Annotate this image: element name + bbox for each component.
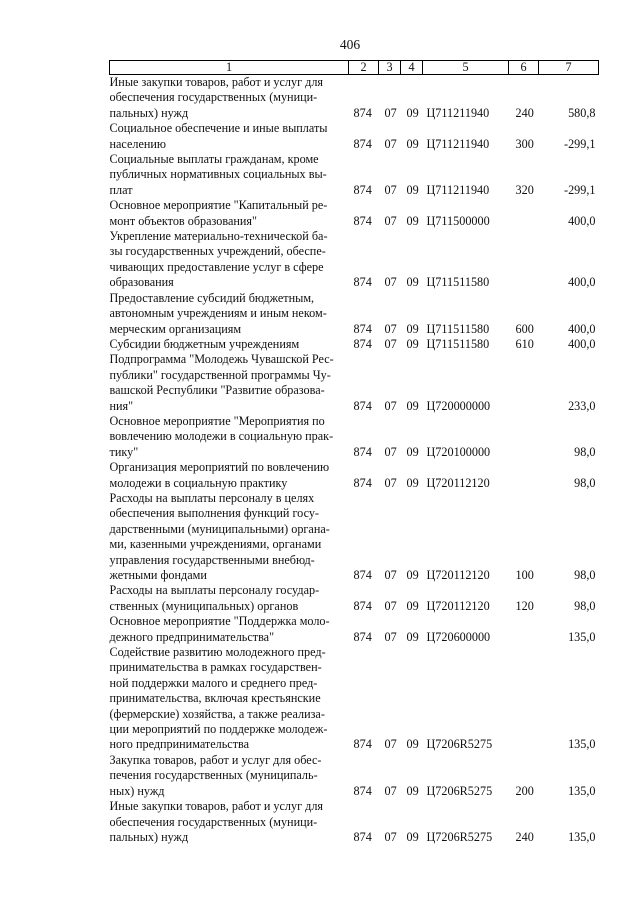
table-header-row <box>110 61 599 75</box>
row-name-line: Иные закупки товаров, работ и услуг для <box>109 799 324 814</box>
table-row <box>110 291 599 337</box>
ministry-code-cell: 874 <box>353 336 372 351</box>
target-article-cell: Ц7206R5275 <box>426 829 493 844</box>
ministry-code-cell: 874 <box>353 629 372 644</box>
expense-type-cell <box>509 229 539 291</box>
table-row <box>110 614 599 645</box>
ministry-code-cell: 874 <box>353 783 372 798</box>
table-row <box>110 753 599 799</box>
amount-cell: 135,0 <box>568 737 596 752</box>
row-name-line: Основное мероприятие "Капитальный ре- <box>109 198 328 213</box>
target-article-cell: Ц7206R5275 <box>426 737 493 752</box>
expense-type-cell <box>509 414 539 460</box>
row-name-line: Иные закупки товаров, работ и услуг для <box>109 75 324 89</box>
subsection-code-cell: 09 <box>406 598 419 613</box>
target-article-cell: Ц720000000 <box>426 398 491 413</box>
expense-type-cell: 320 <box>515 182 534 197</box>
target-article-cell: Ц711511580 <box>426 336 490 351</box>
row-name-line: чивающих предоставление услуг в сфере <box>109 259 324 274</box>
row-name-line: обеспечения государственных (муници- <box>109 90 318 105</box>
table-row <box>110 645 599 753</box>
subsection-code-cell: 09 <box>406 629 419 644</box>
subsection-code-cell: 09 <box>406 475 419 490</box>
amount-cell: -299,1 <box>564 136 596 151</box>
row-name-cell <box>110 414 349 460</box>
row-name-line: публики" государственной программы Чу- <box>109 367 331 382</box>
ministry-code-cell: 874 <box>353 275 372 290</box>
row-name-line: ния" <box>109 398 134 413</box>
section-code-cell: 07 <box>384 275 397 290</box>
section-code-cell: 07 <box>384 629 397 644</box>
amount-cell: 98,0 <box>574 475 596 490</box>
amount-cell: 98,0 <box>574 568 596 582</box>
target-article-cell: Ц7206R5275 <box>426 783 493 798</box>
subsection-code-cell: 09 <box>406 829 419 844</box>
amount-cell: 233,0 <box>568 398 596 413</box>
section-code-cell: 07 <box>384 182 397 197</box>
row-name-line: Социальные выплаты гражданам, кроме <box>109 152 319 167</box>
table-row <box>110 337 599 352</box>
row-name-cell <box>110 75 349 122</box>
row-name-line: публичных нормативных социальных вы- <box>109 167 327 182</box>
row-name-line: дарственными (муниципальными) органа- <box>109 521 330 536</box>
section-code-cell: 07 <box>384 444 397 459</box>
amount-cell: 400,0 <box>568 275 596 290</box>
subsection-code-cell: 09 <box>406 136 419 151</box>
amount-cell: 400,0 <box>568 213 596 228</box>
row-name-line: печения государственных (муниципаль- <box>109 768 318 783</box>
row-name-line: Субсидии бюджетным учреждениям <box>109 336 300 351</box>
target-article-cell: Ц711211940 <box>426 182 490 197</box>
section-code-cell: 07 <box>384 475 397 490</box>
ministry-code-cell: 874 <box>353 321 372 336</box>
column-header-6: 6 <box>509 61 539 75</box>
section-code-cell: 07 <box>384 568 397 582</box>
ministry-code-cell: 874 <box>353 105 372 120</box>
amount-cell: 98,0 <box>574 444 596 459</box>
amount-cell: 135,0 <box>568 783 596 798</box>
ministry-code-cell: 874 <box>353 213 372 228</box>
target-article-cell: Ц711511580 <box>426 321 490 336</box>
target-article-cell: Ц720112120 <box>426 475 490 490</box>
row-name-line: Расходы на выплаты персоналу в целях <box>109 490 315 505</box>
table-row <box>110 152 599 198</box>
row-name-line: ных) нужд <box>109 783 165 798</box>
row-name-cell <box>110 121 349 152</box>
ministry-code-cell: 874 <box>353 737 372 752</box>
row-name-cell <box>110 198 349 229</box>
row-name-line: ной поддержки малого и среднего пред- <box>109 675 318 690</box>
row-name-line: мерческим организациям <box>109 321 242 336</box>
row-name-line: зы государственных учреждений, обеспе- <box>109 244 326 259</box>
row-name-line: ного предпринимательства <box>109 737 250 752</box>
table-row <box>110 414 599 460</box>
row-name-line: вашской Республики "Развитие образова- <box>109 383 325 398</box>
ministry-code-cell: 874 <box>353 444 372 459</box>
row-name-line: тику" <box>109 444 139 459</box>
row-name-cell <box>110 229 349 291</box>
column-header-7: 7 <box>539 61 599 75</box>
ministry-code-cell: 874 <box>353 475 372 490</box>
ministry-code-cell: 874 <box>353 568 372 582</box>
row-name-line: населению <box>109 136 167 151</box>
subsection-code-cell: 09 <box>406 213 419 228</box>
row-name-line: дежного предпринимательства" <box>109 629 275 644</box>
section-code-cell: 07 <box>384 829 397 844</box>
row-name-cell <box>110 753 349 799</box>
table-row <box>110 75 599 122</box>
row-name-line: принимательства в рамках государствен- <box>109 660 322 675</box>
target-article-cell: Ц711211940 <box>426 136 490 151</box>
column-header-1: 1 <box>110 61 349 75</box>
target-article-cell: Ц720100000 <box>426 444 491 459</box>
target-article-cell: Ц720600000 <box>426 629 491 644</box>
subsection-code-cell: 09 <box>406 336 419 351</box>
table-row <box>110 583 599 614</box>
row-name-line: управления государственными внебюд- <box>109 552 315 567</box>
amount-cell: 580,8 <box>568 105 596 120</box>
row-name-cell <box>110 152 349 198</box>
row-name-line: принимательства, включая крестьянские <box>109 691 321 706</box>
section-code-cell: 07 <box>384 213 397 228</box>
row-name-line: Организация мероприятий по вовлечению <box>109 460 330 475</box>
row-name-line: Расходы на выплаты персоналу государ- <box>109 583 320 598</box>
table-row <box>110 460 599 491</box>
table-row <box>110 229 599 291</box>
row-name-line: ми, казенными учреждениями, органами <box>109 537 322 552</box>
row-name-line: Основное мероприятие "Мероприятия по <box>109 413 325 428</box>
expense-type-cell: 100 <box>515 568 534 582</box>
expense-type-cell <box>509 352 539 414</box>
section-code-cell: 07 <box>384 321 397 336</box>
amount-cell: 400,0 <box>568 336 596 351</box>
row-name-line: ции мероприятий по поддержке молодеж- <box>109 722 328 737</box>
amount-cell: -299,1 <box>564 182 596 197</box>
amount-cell: 135,0 <box>568 629 596 644</box>
row-name-cell <box>110 614 349 645</box>
column-header-4: 4 <box>401 61 423 75</box>
row-name-line: ственных (муниципальных) органов <box>109 598 299 613</box>
section-code-cell: 07 <box>384 737 397 752</box>
row-name-cell <box>110 583 349 614</box>
row-name-line: Укрепление материально-технической ба- <box>109 229 328 244</box>
column-header-2: 2 <box>349 61 379 75</box>
row-name-line: пальных) нужд <box>109 105 189 120</box>
row-name-line: Основное мероприятие "Поддержка моло- <box>109 614 330 629</box>
expense-type-cell: 610 <box>515 336 534 351</box>
subsection-code-cell: 09 <box>406 568 419 582</box>
target-article-cell: Ц720112120 <box>426 598 490 613</box>
section-code-cell: 07 <box>384 598 397 613</box>
expense-type-cell: 240 <box>515 829 534 844</box>
subsection-code-cell: 09 <box>406 321 419 336</box>
row-name-line: обеспечения выполнения функций госу- <box>109 506 319 521</box>
expense-type-cell: 200 <box>515 783 534 798</box>
column-header-3: 3 <box>379 61 401 75</box>
section-code-cell: 07 <box>384 398 397 413</box>
target-article-cell: Ц711511580 <box>426 275 490 290</box>
row-name-cell <box>110 460 349 491</box>
row-name-line: вовлечению молодежи в социальную прак- <box>109 429 334 444</box>
amount-cell: 135,0 <box>568 829 596 844</box>
subsection-code-cell: 09 <box>406 737 419 752</box>
table-row <box>110 198 599 229</box>
target-article-cell: Ц711211940 <box>426 105 490 120</box>
row-name-line: пальных) нужд <box>109 829 189 844</box>
expense-type-cell: 600 <box>515 321 534 336</box>
subsection-code-cell: 09 <box>406 275 419 290</box>
amount-cell: 400,0 <box>568 321 596 336</box>
expense-type-cell: 120 <box>515 598 534 613</box>
expense-type-cell <box>509 645 539 753</box>
row-name-cell <box>110 799 349 845</box>
budget-table <box>109 60 599 845</box>
subsection-code-cell: 09 <box>406 105 419 120</box>
expense-type-cell <box>509 198 539 229</box>
table-row <box>110 121 599 152</box>
row-name-line: Предоставление субсидий бюджетным, <box>109 290 315 305</box>
ministry-code-cell: 874 <box>353 398 372 413</box>
subsection-code-cell: 09 <box>406 398 419 413</box>
table-row <box>110 799 599 845</box>
expense-type-cell <box>509 614 539 645</box>
amount-cell: 98,0 <box>574 598 596 613</box>
subsection-code-cell: 09 <box>406 182 419 197</box>
row-name-line: жетными фондами <box>109 568 207 582</box>
target-article-cell: Ц711500000 <box>426 213 490 228</box>
row-name-line: Закупка товаров, работ и услуг для обес- <box>109 752 322 767</box>
target-article-cell: Ц720112120 <box>426 568 490 582</box>
section-code-cell: 07 <box>384 136 397 151</box>
ministry-code-cell: 874 <box>353 829 372 844</box>
row-name-cell <box>110 352 349 414</box>
section-code-cell: 07 <box>384 105 397 120</box>
page-number: 406 <box>339 37 361 52</box>
row-name-cell <box>110 491 349 583</box>
section-code-cell: 07 <box>384 336 397 351</box>
ministry-code-cell: 874 <box>353 598 372 613</box>
row-name-line: Содействие развитию молодежного пред- <box>109 645 326 660</box>
row-name-line: молодежи в социальную практику <box>109 475 288 490</box>
row-name-line: Социальное обеспечение и иные выплаты <box>109 121 328 136</box>
expense-type-cell <box>509 460 539 491</box>
row-name-line: Подпрограмма "Молодежь Чувашской Рес- <box>109 352 334 367</box>
section-code-cell: 07 <box>384 783 397 798</box>
row-name-cell <box>110 337 349 352</box>
row-name-line: (фермерские) хозяйства, а также реализа- <box>109 706 325 721</box>
column-header-5: 5 <box>423 61 509 75</box>
expense-type-cell: 300 <box>515 136 534 151</box>
subsection-code-cell: 09 <box>406 783 419 798</box>
row-name-line: обеспечения государственных (муници- <box>109 814 318 829</box>
table-body <box>110 75 599 846</box>
row-name-cell <box>110 291 349 337</box>
table-row <box>110 491 599 583</box>
row-name-line: монт объектов образования" <box>109 213 257 228</box>
row-name-line: автономным учреждениям и иным неком- <box>109 306 327 321</box>
row-name-line: образования <box>109 275 174 290</box>
row-name-cell <box>110 645 349 753</box>
row-name-line: плат <box>109 182 133 197</box>
expense-type-cell: 240 <box>515 105 534 120</box>
ministry-code-cell: 874 <box>353 182 372 197</box>
ministry-code-cell: 874 <box>353 136 372 151</box>
table-row <box>110 352 599 414</box>
subsection-code-cell: 09 <box>406 444 419 459</box>
